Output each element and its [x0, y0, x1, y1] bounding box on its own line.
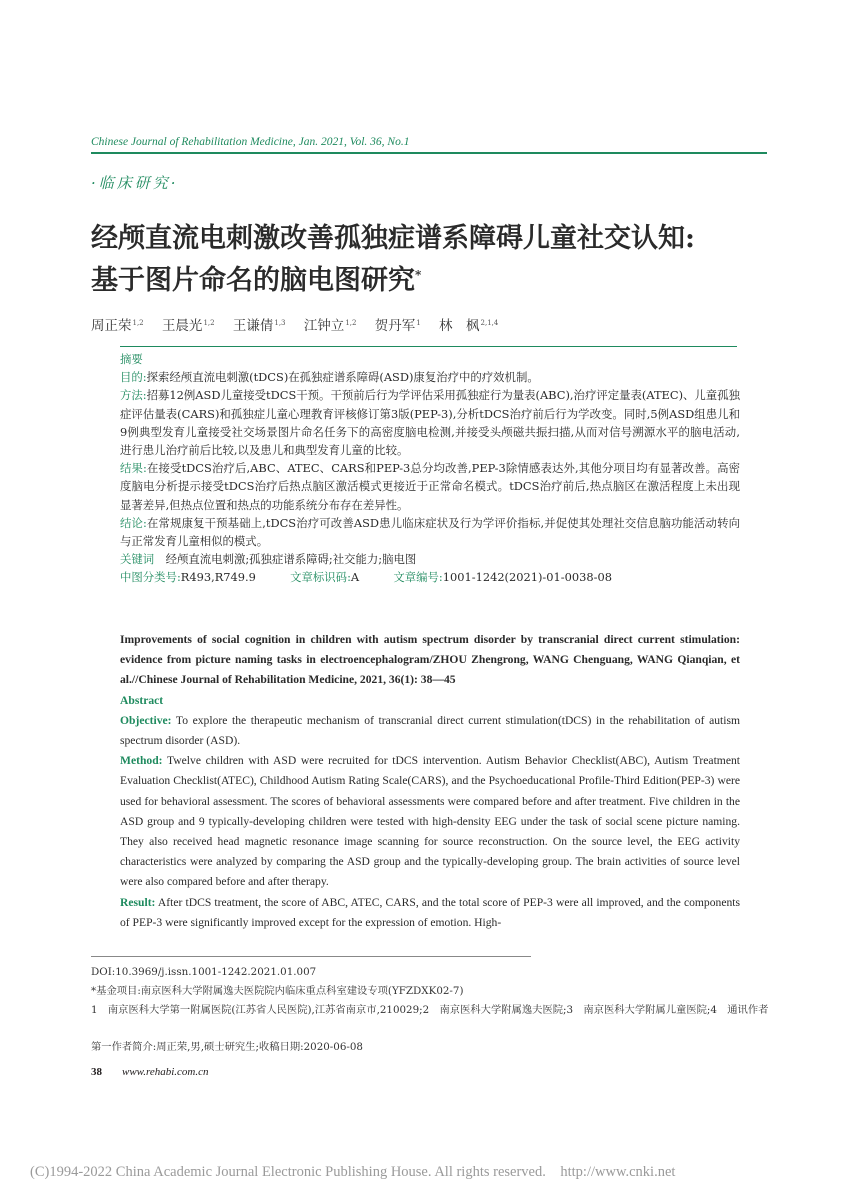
affiliations-line: 1 南京医科大学第一附属医院(江苏省人民医院),江苏省南京市,210029;2 南京医科大学附属逸夫医院;3 南京医科大学附属儿童医院;4 通讯作者: [91, 1004, 769, 1016]
abstract-conclusion: 结论:在常规康复干预基础上,tDCS治疗可改善ASD患儿临床症状及行为学评价指标,并促使其处理社交信息脑功能活动转向与正常发育儿童相似的模式。: [120, 515, 740, 549]
header-divider: [91, 152, 767, 154]
author-affiliation: 1,2: [203, 318, 215, 327]
journal-header: Chinese Journal of Rehabilitation Medicine, Jan. 2021, Vol. 36, No.1: [91, 136, 410, 148]
first-author-line: 第一作者简介:周正荣,男,硕士研究生;收稿日期:2020-06-08: [91, 1041, 363, 1053]
author-affiliation: 1,2: [132, 318, 144, 327]
abstract-objective: 目的:探索经颅直流电刺激(tDCS)在孤独症谱系障碍(ASD)康复治疗中的疗效机制。: [120, 370, 539, 385]
title-line-1: 经颅直流电刺激改善孤独症谱系障碍儿童社交认知:: [91, 223, 695, 254]
journal-website: www.rehabi.com.cn: [122, 1066, 209, 1078]
author-name: 王晨光: [161, 318, 203, 334]
english-abstract-heading: Abstract: [120, 693, 164, 707]
english-result: Result: After tDCS treatment, the score of ABC, ATEC, CARS, and the total score of PEP-3 were all improved, and the components of PEP-3 were significantly improved except for the expression of emotion. High-: [120, 895, 740, 929]
author-affiliation: 2,1,4: [480, 318, 499, 327]
english-method: Method: Twelve children with ASD were recruited for tDCS intervention. Autism Behavior Checklist(ABC), Autism Treatment Evaluation Checklist(ATEC), Childhood Autism Rating Scale(CARS), and the Psychoeducational Profile-Third Edition(PEP-3) were used for behavioral assessment. The scores of behavioral assessments were compared before and after treatment. Five children in the ASD group and 9 typically-developing children were tested with high-density EEG under the task of social scene picture naming. They also received head magnetic resonance image scanning for source reconstruction. On the source level, the EEG activity characteristics were analyzed by comparing the ASD group and the typically-developing group. The brain activities of source level were also compared before and after therapy.: [120, 754, 740, 889]
abstract-heading: 摘要: [120, 352, 143, 366]
section-label: ·临床研究·: [91, 174, 179, 192]
abstract-result: 结果:在接受tDCS治疗后,ABC、ATEC、CARS和PEP-3总分均改善,PEP-3除情感表达外,其他分项目均有显著改善。高密度脑电分析提示接受tDCS治疗后热点脑区激活模式更接近于正常命名模式。tDCS治疗前后,热点脑区在激活程度上未出现显著差异,但热点位置和热点的功能系统分布存在差异性。: [120, 461, 740, 512]
abstract-divider: [120, 346, 737, 347]
author-name: 王谦倩: [232, 318, 274, 334]
footnote-divider: [91, 956, 531, 957]
author-name: 江钟立: [303, 318, 345, 334]
title-line-2: 基于图片命名的脑电图研究*: [91, 265, 422, 296]
author-list: [91, 314, 512, 334]
title-footnote-mark: *: [415, 268, 422, 282]
author-affiliation: 1,3: [274, 318, 286, 327]
classification-line: 中图分类号:R493,R749.9 文章标识码:A 文章编号:1001-1242(2021)-01-0038-08: [120, 570, 612, 585]
author-name: 林 枫: [439, 318, 480, 334]
english-objective: Objective: To explore the therapeutic mechanism of transcranial direct current stimulation(tDCS) in the rehabilitation of autism spectrum disorder (ASD).: [120, 713, 740, 748]
article-title: [91, 220, 791, 299]
fund-line: *基金项目:南京医科大学附属逸夫医院院内临床重点科室建设专项(YFZDXK02-7): [91, 985, 464, 997]
author-name: 周正荣: [91, 318, 132, 334]
abstract-keywords: 关键词 经颅直流电刺激;孤独症谱系障碍;社交能力;脑电图: [120, 552, 417, 567]
english-abstract: [120, 630, 740, 933]
english-title-citation: Improvements of social cognition in children with autism spectrum disorder by transcranial direct current stimulation: evidence from picture naming tasks in electroencephalogram/ZHOU Zhengrong, WANG Chenguang, WANG Qianqian, et al.//Chinese Journal of Rehabilitation Medicine, 2021, 36(1): 38—45: [120, 633, 740, 687]
author-affiliation: 1,2: [345, 318, 357, 327]
abstract-method: 方法:招募12例ASD儿童接受tDCS干预。干预前后行为学评估采用孤独症行为量表(ABC),治疗评定量表(ATEC)、儿童孤独症评估量表(CARS)和孤独症儿童心理教育评核修订第3版(PEP-3),分析tDCS治疗前后行为学改变。同时,5例ASD组患儿和9例典型发育儿童接受社交场景图片命名任务下的高密度脑电检测,并接受头颅磁共振扫描,从而对信号溯源水平的脑电活动,进行患儿治疗前后比较,以及患儿和典型发育儿童的比较。: [120, 388, 740, 458]
page-number: 38: [91, 1066, 102, 1078]
author-affiliation: 1: [416, 318, 421, 327]
author-name: 贺丹军: [374, 318, 416, 334]
copyright-notice: (C)1994-2022 China Academic Journal Electronic Publishing House. All rights reserved. http://www.cnki.net: [30, 1164, 676, 1180]
chinese-abstract: [120, 350, 740, 587]
doi-line: DOI:10.3969/j.issn.1001-1242.2021.01.007: [91, 966, 317, 978]
